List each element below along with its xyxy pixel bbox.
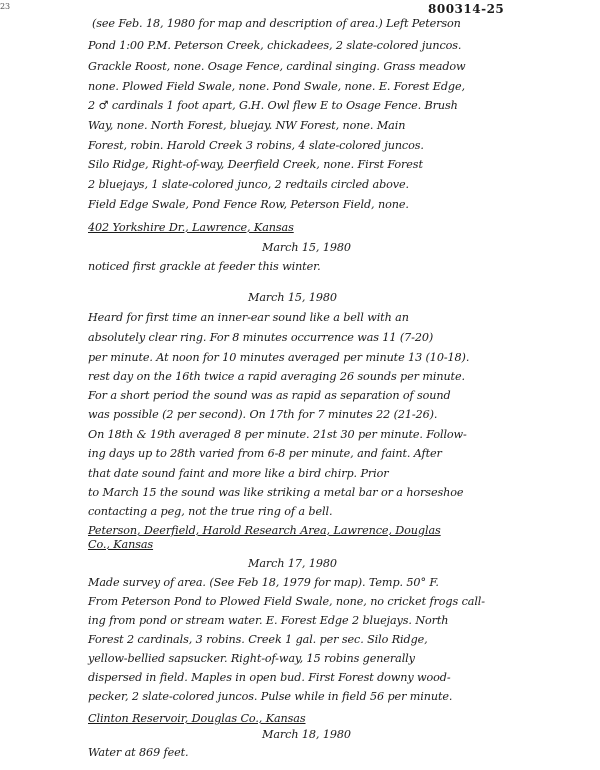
entry4-line3: ing from pond or stream water. E. Forest Edge 2 bluejays. North [88, 614, 449, 627]
entry4-line2: From Peterson Pond to Plowed Field Swale, none, no cricket frogs call- [88, 595, 485, 608]
entry3-line9: that date sound faint and more like a bird chirp. Prior [88, 467, 389, 480]
entry5-line1: Water at 869 feet. [88, 746, 189, 759]
date-march-18: March 18, 1980 [262, 728, 351, 741]
entry3-line6: was possible (2 per second). On 17th for 7 minutes 22 (21-26). [88, 408, 438, 421]
entry4-line4: Forest 2 cardinals, 3 robins. Creek 1 gal. per sec. Silo Ridge, [88, 633, 428, 646]
entry1-line2: Pond 1:00 P.M. Peterson Creek, chickadees, 2 slate-colored juncos. [88, 39, 462, 52]
location-heading-peterson-cont: Co., Kansas [88, 538, 154, 551]
entry3-line4: rest day on the 16th twice a rapid averaging 26 sounds per minute. [88, 370, 465, 383]
entry1-line8: Silo Ridge, Right-of-way, Deerfield Creek, none. First Forest [88, 158, 423, 171]
entry3-line3: per minute. At noon for 10 minutes averaged per minute 13 (10-18). [88, 351, 470, 364]
entry1-line1: (see Feb. 18, 1980 for map and description of area.) Left Peterson [92, 17, 461, 30]
date-march-15-b: March 15, 1980 [248, 291, 337, 304]
entry2-line1: noticed first grackle at feeder this winter. [88, 260, 321, 273]
entry3-line7: On 18th & 19th averaged 8 per minute. 21st 30 per minute. Follow- [88, 428, 467, 441]
entry3-line10: to March 15 the sound was like striking a metal bar or a horseshoe [88, 486, 464, 499]
location-heading-yorkshire: 402 Yorkshire Dr., Lawrence, Kansas [88, 221, 294, 234]
entry3-line11: contacting a peg, not the true ring of a bell. [88, 505, 333, 518]
location-heading-clinton: Clinton Reservoir, Douglas Co., Kansas [88, 712, 306, 725]
date-march-15-a: March 15, 1980 [262, 241, 351, 254]
location-heading-peterson: Peterson, Deerfield, Harold Research Area, Lawrence, Douglas [88, 524, 441, 537]
document-id: 800314-25 [428, 2, 505, 16]
entry4-line1: Made survey of area. (See Feb 18, 1979 for map). Temp. 50° F. [88, 576, 439, 589]
entry1-line5: 2 ♂ cardinals 1 foot apart, G.H. Owl flew E to Osage Fence. Brush [88, 99, 458, 112]
entry1-line10: Field Edge Swale, Pond Fence Row, Peterson Field, none. [88, 198, 409, 211]
entry4-line6: dispersed in field. Maples in open bud. First Forest downy wood- [88, 671, 451, 684]
entry1-line4: none. Plowed Field Swale, none. Pond Swale, none. E. Forest Edge, [88, 80, 465, 93]
entry4-line5: yellow-bellied sapsucker. Right-of-way, 15 robins generally [88, 652, 415, 665]
entry3-line2: absolutely clear ring. For 8 minutes occurrence was 11 (7-20) [88, 331, 434, 344]
entry3-line5: For a short period the sound was as rapid as separation of sound [88, 389, 451, 402]
corner-mark: 23 [0, 2, 10, 11]
entry4-line7: pecker, 2 slate-colored juncos. Pulse while in field 56 per minute. [88, 690, 453, 703]
entry1-line3: Grackle Roost, none. Osage Fence, cardinal singing. Grass meadow [88, 60, 466, 73]
entry3-line1: Heard for first time an inner-ear sound like a bell with an [88, 311, 409, 324]
entry1-line7: Forest, robin. Harold Creek 3 robins, 4 slate-colored juncos. [88, 139, 424, 152]
date-march-17: March 17, 1980 [248, 557, 337, 570]
entry1-line6: Way, none. North Forest, bluejay. NW Forest, none. Main [88, 119, 406, 132]
entry3-line8: ing days up to 28th varied from 6-8 per minute, and faint. After [88, 447, 442, 460]
entry1-line9: 2 bluejays, 1 slate-colored junco, 2 redtails circled above. [88, 178, 409, 191]
